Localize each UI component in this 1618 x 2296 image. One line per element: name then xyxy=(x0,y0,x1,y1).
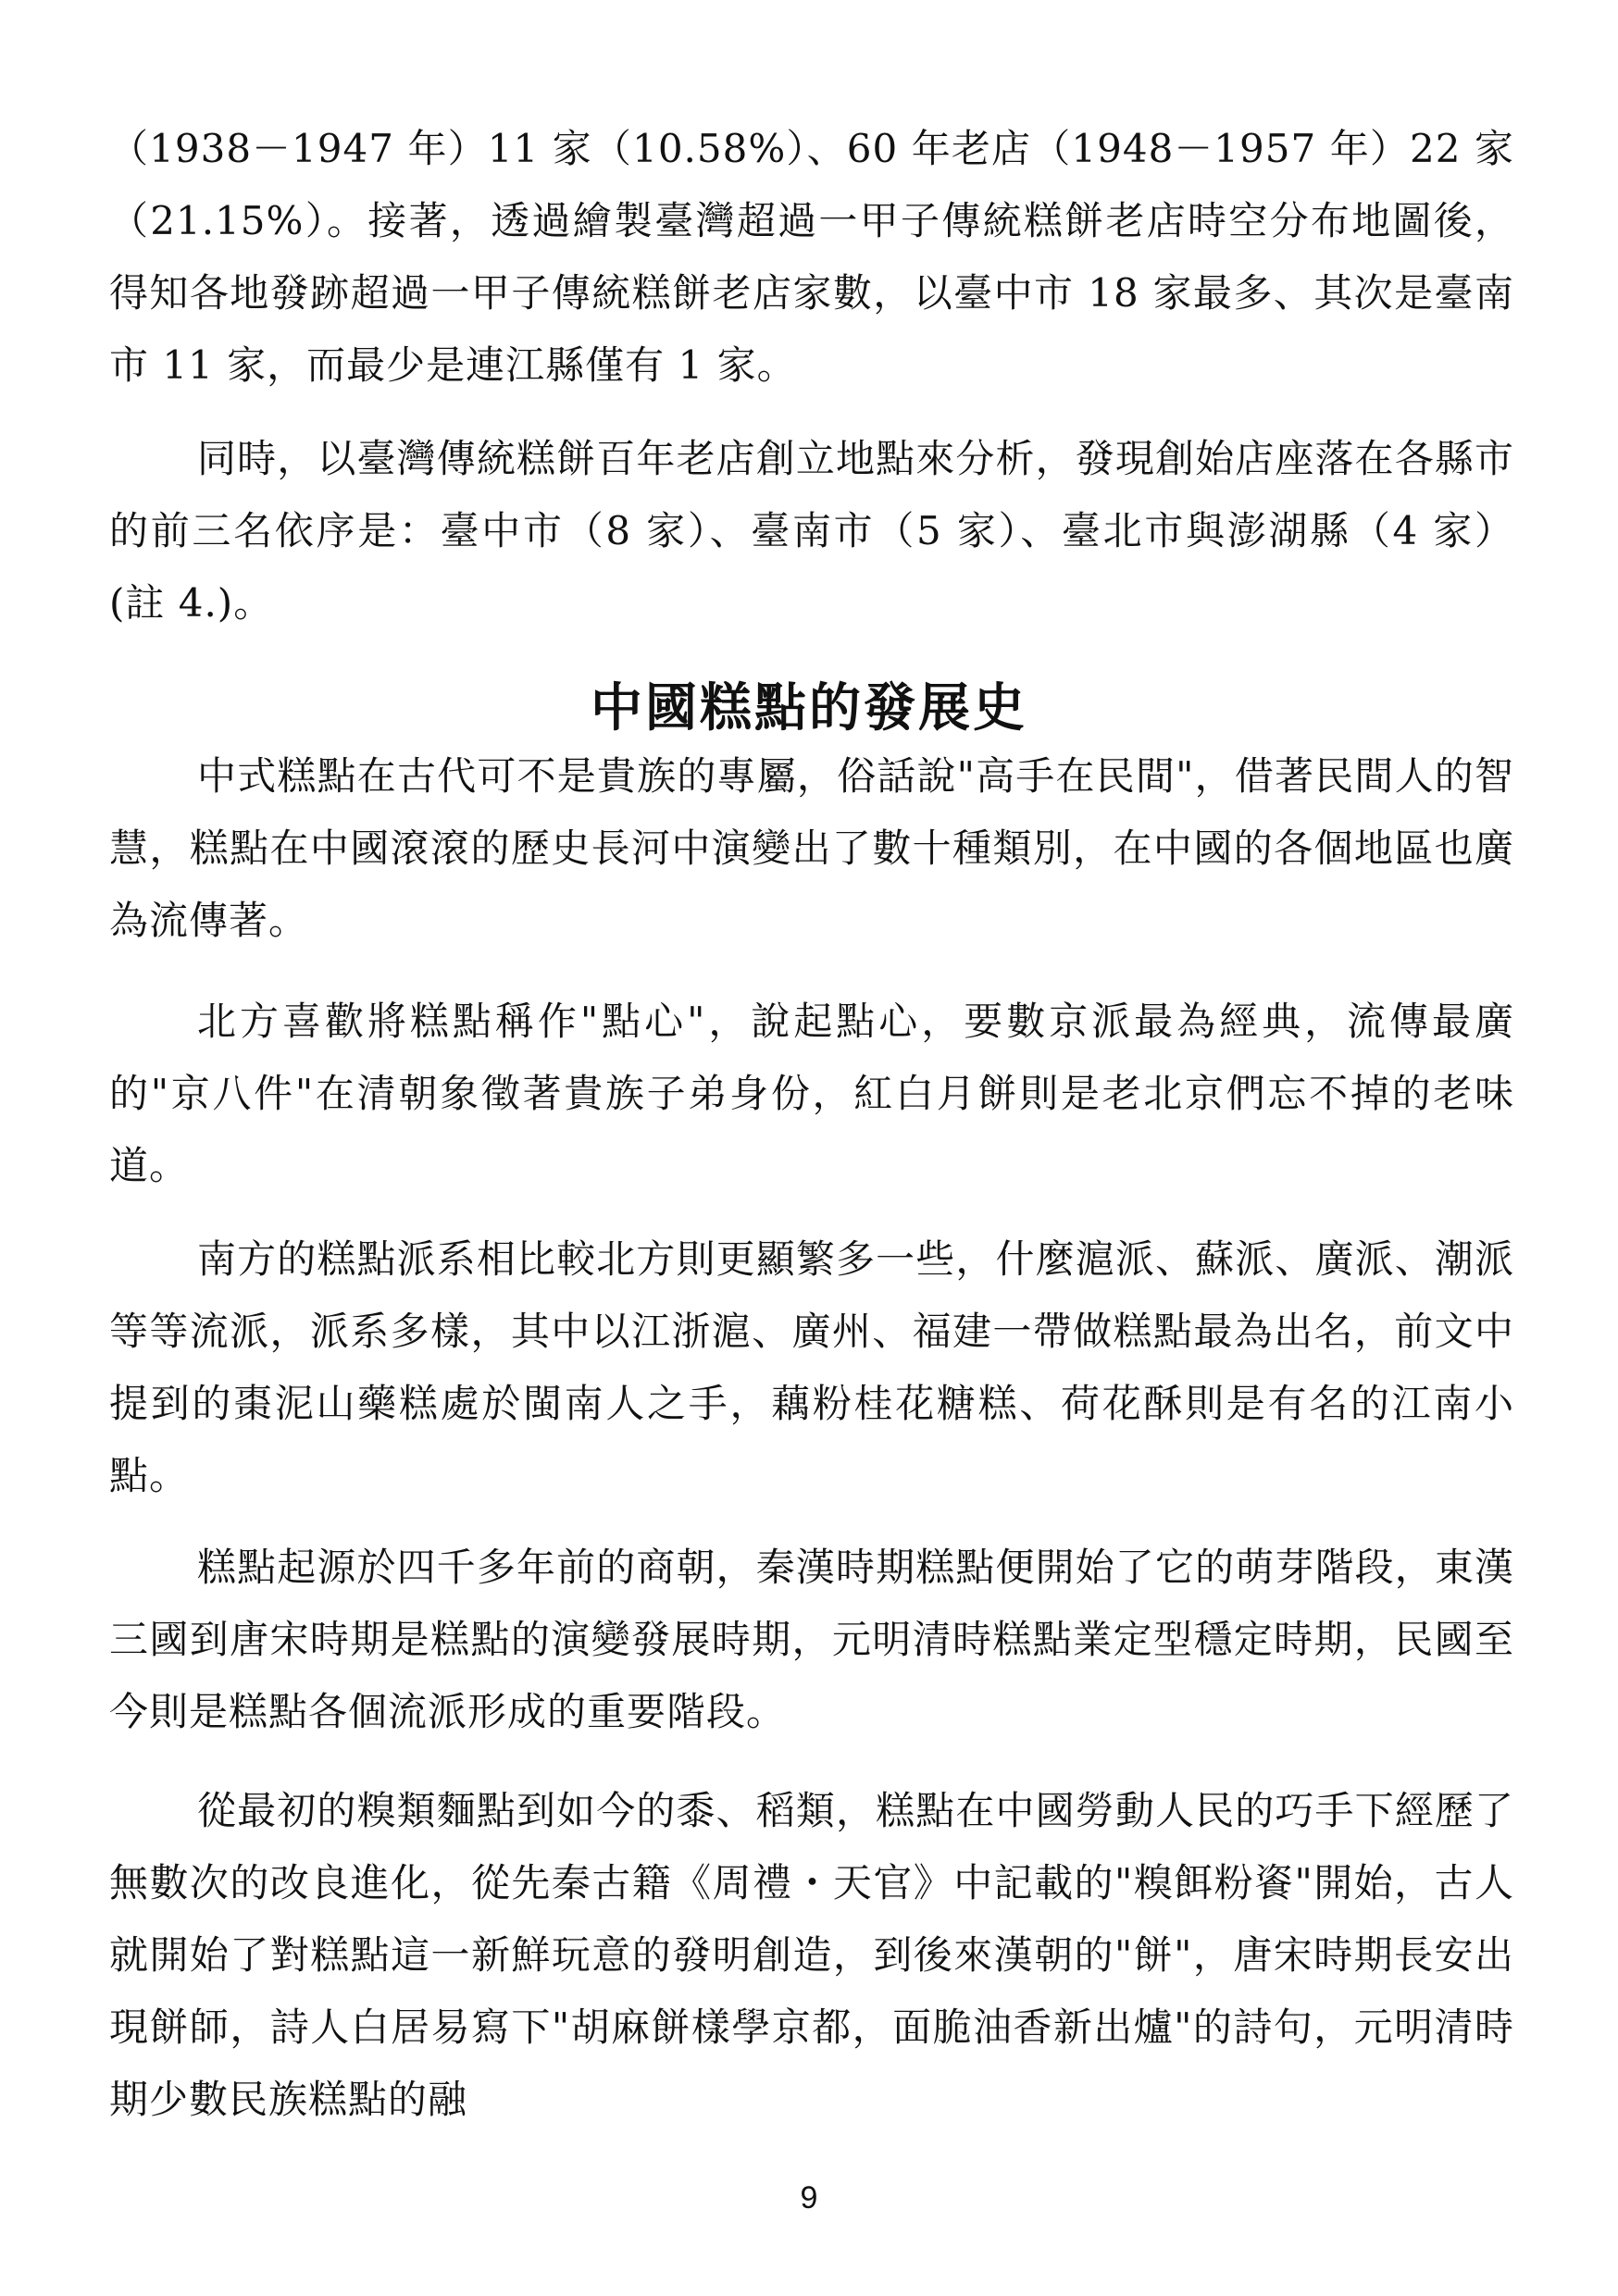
paragraph-northern-style: 北方喜歡將糕點稱作"點心"，說起點心，要數京派最為經典，流傳最廣的"京八件"在清朝象徵著貴族子弟身份，紅白月餅則是老北京們忘不掉的老味道。 xyxy=(109,999,1514,1188)
paragraph-statistics-continued: （1938－1947 年）11 家（10.58%）、60 年老店（1948－1957 年）22 家（21.15%）。接著，透過繪製臺灣超過一甲子傳統糕餅老店時空分布地圖後，得知各地發跡超過一甲子傳統糕餅老店家數，以臺中市 18 家最多、其次是臺南市 11 家，而最少是連江縣僅有 1 家。 xyxy=(109,126,1514,388)
paragraph-origins: 糕點起源於四千多年前的商朝，秦漢時期糕點便開始了它的萌芽階段，東漢三國到唐宋時期是糕點的演變發展時期，元明清時糕點業定型穩定時期，民國至今則是糕點各個流派形成的重要階段。 xyxy=(109,1545,1514,1734)
paragraph-founding-locations: 同時，以臺灣傳統糕餅百年老店創立地點來分析，發現創始店座落在各縣市的前三名依序是：臺中市（8 家）、臺南市（5 家）、臺北市與澎湖縣（4 家）(註 4.)。 xyxy=(109,436,1514,626)
paragraph-evolution: 從最初的糗類麵點到如今的黍、稻類，糕點在中國勞動人民的巧手下經歷了無數次的改良進化，從先秦古籍《周禮・天官》中記載的"糗餌粉餈"開始，古人就開始了對糕點這一新鮮玩意的發明創造，到後來漢朝的"餅"，唐宋時期長安出現餅師，詩人白居易寫下"胡麻餅樣學京都，面脆油香新出爐"的詩句，元明清時期少數民族糕點的融 xyxy=(109,1788,1514,2122)
page-number: 9 xyxy=(800,2180,818,2215)
section-heading: 中國糕點的發展史 xyxy=(591,677,1027,738)
paragraph-intro-chinese-pastry: 中式糕點在古代可不是貴族的專屬，俗話說"高手在民間"，借著民間人的智慧，糕點在中國滾滾的歷史長河中演變出了數十種類別，在中國的各個地區也廣為流傳著。 xyxy=(109,753,1514,943)
paragraph-southern-style: 南方的糕點派系相比較北方則更顯繁多一些，什麼滬派、蘇派、廣派、潮派等等流派，派系多樣，其中以江浙滬、廣州、福建一帶做糕點最為出名，前文中提到的棗泥山藥糕處於閩南人之手，藕粉桂花糖糕、荷花酥則是有名的江南小點。 xyxy=(109,1236,1514,1498)
